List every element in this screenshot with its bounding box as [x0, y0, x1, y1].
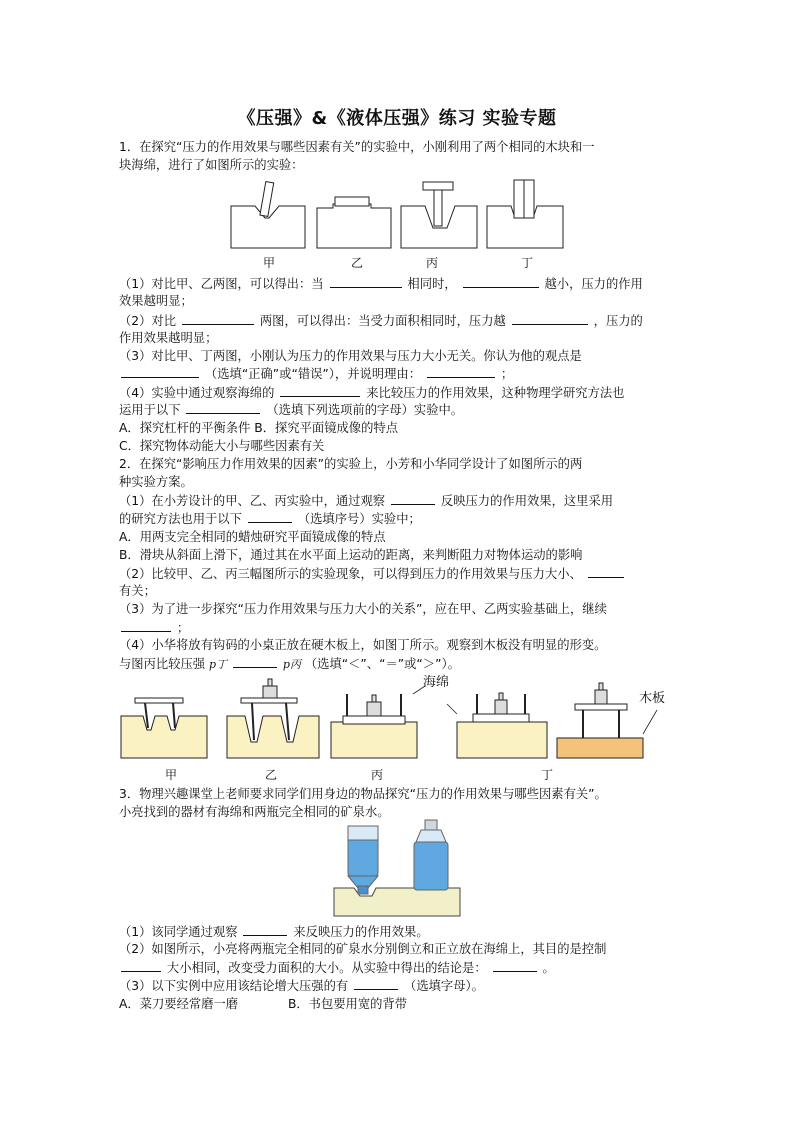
q2-sub4-blank[interactable] [233, 656, 277, 668]
q2-label-yi: 乙 [265, 768, 278, 782]
q3-sub2-text-c: 。 [542, 961, 555, 975]
q1-sub2-blank2[interactable] [512, 313, 588, 325]
q2-intro-line1: 2．在探究“影响压力作用效果的因素”的实验上，小芳和小华同学设计了如图所示的两 [119, 457, 583, 471]
q1-sub4-text-b: 来比较压力的作用效果，这种物理学研究方法也 [366, 386, 625, 400]
q1-sub2-line2: 作用效果越明显； [119, 331, 218, 345]
q3-sub2-line1: （2）如图所示，小亮将两瓶完全相同的矿泉水分别倒立和正立放在海绵上，其目的是控制 [119, 942, 607, 956]
q3-sub2-line2 [119, 960, 679, 976]
q2-p-bing: p丙 [282, 658, 301, 671]
q3-option-b: B．书包要用宽的背带 [287, 997, 408, 1011]
q1-sub4-line1 [119, 385, 679, 401]
q2-p-ding: p丁 [209, 658, 228, 671]
q2-sub2-text-a: （2）比较甲、乙、丙三幅图所示的实验现象，可以得到压力的作用效果与压力大小、 [119, 567, 582, 581]
q1-sub1-text-c: 越小，压力的作用 [544, 277, 643, 291]
q1-sub1-text-b: 相同时， [407, 277, 457, 291]
q2-sub3-line2 [119, 620, 679, 636]
q1-options-ab: A．探究杠杆的平衡条件 B．探究平面镜成像的特点 [119, 421, 398, 435]
q2-sub1-blank1[interactable] [391, 493, 435, 505]
q2-sub4-text-b: 与图丙比较压强 [119, 657, 206, 671]
q1-sub4-text-a: （4）实验中通过观察海绵的 [119, 386, 275, 400]
q3-sub2-blank2[interactable] [493, 960, 537, 972]
q3-sub1-text-b: 来反映压力的作用效果。 [293, 925, 429, 939]
q2-label-ding: 丁 [541, 768, 554, 782]
q2-sponge-label: 海绵 [423, 675, 450, 690]
q3-sub1-text-a: （1）该同学通过观察 [119, 925, 238, 939]
q2-sub4-text-c: （选填“＜”、“＝”或“＞”）。 [304, 657, 460, 671]
q2-sub1-text-c: 的研究方法也用于以下 [119, 512, 242, 526]
q2-label-jia: 甲 [165, 768, 178, 782]
q3-option-a: A．菜刀要经常磨一磨 [119, 997, 239, 1011]
q1-sub3-text-b: （选填“正确”或“错误”），并说明理由： [204, 367, 422, 381]
q3-sub1-blank[interactable] [243, 924, 287, 936]
q1-label-ding: 丁 [521, 256, 534, 270]
q1-label-bing: 丙 [426, 256, 439, 270]
q3-sub1 [119, 924, 679, 940]
q1-sub4-blank1[interactable] [280, 385, 360, 397]
q3-intro-line1: 3．物理兴趣课堂上老师要求同学们用身边的物品探究“压力的作用效果与哪些因素有关”。 [119, 787, 607, 801]
q1-sub4-text-d: （选填下列选项前的字母）实验中。 [266, 403, 464, 417]
q1-intro-line2: 块海绵，进行了如图所示的实验： [119, 158, 304, 172]
q2-intro-line2: 种实验方案。 [119, 475, 193, 489]
q2-option-b: B．滑块从斜面上滑下，通过其在水平面上运动的距离，来判断阻力对物体运动的影响 [119, 548, 583, 562]
q3-intro-line2: 小亮找到的器材有海绵和两瓶完全相同的矿泉水。 [119, 805, 390, 819]
q2-option-a: A．用两支完全相同的蜡烛研究平面镜成像的特点 [119, 530, 386, 544]
q1-sub1-blank1[interactable] [330, 276, 402, 288]
q2-sub3-blank[interactable] [121, 620, 171, 632]
q1-sub2-line1 [119, 313, 679, 329]
q3-sub3-text-b: （选填字母）。 [404, 979, 484, 993]
q1-sub1-line1 [119, 276, 679, 292]
q2-sub4-line2 [119, 656, 679, 672]
q2-figure [117, 672, 687, 764]
q1-sub3-blank1[interactable] [121, 366, 199, 378]
q1-sub2-blank1[interactable] [182, 313, 254, 325]
q1-sub2-text-c: ，压力的 [593, 314, 643, 328]
q1-sub2-text-b: 两图，可以得出：当受力面积相同时，压力越 [259, 314, 506, 328]
q1-fig-bing [401, 182, 477, 248]
q1-sub1-line2: 效果越明显； [119, 294, 193, 308]
q1-option-c: C．探究物体动能大小与哪些因素有关 [119, 439, 325, 453]
q2-sub1-text-d: （选填序号）实验中； [297, 512, 421, 526]
q3-figure [332, 818, 462, 918]
q2-board-label: 木板 [639, 691, 666, 706]
q1-intro-line1: 1．在探究“压力的作用效果与哪些因素有关”的实验中，小刚利用了两个相同的木块和一 [119, 140, 595, 154]
q2-sub2-line2: 有关； [119, 584, 156, 598]
q3-sub2-text-b: 大小相同，改变受力面积的大小。从实验中得出的结论是： [166, 961, 487, 975]
q2-sub2-line1 [119, 566, 679, 582]
q1-sub3-line2 [119, 366, 679, 382]
q1-sub3-text-c: ； [500, 367, 514, 381]
page-title: 《压强》&《液体压强》练习 实验专题 [237, 108, 557, 129]
q2-sub1-text-b: 反映压力的作用效果，这里采用 [440, 494, 614, 508]
q2-fig-jia [121, 698, 207, 758]
q1-sub3-line1: （3）对比甲、丁两图，小刚认为压力的作用效果与压力大小无关。你认为他的观点是 [119, 349, 582, 363]
q1-sub2-text-a: （2）对比 [119, 314, 177, 328]
q1-sub1-blank2[interactable] [463, 276, 539, 288]
q1-sub4-blank2[interactable] [186, 402, 260, 414]
q3-sub3-text-a: （3）以下实例中应用该结论增大压强的有 [119, 979, 349, 993]
q1-sub4-text-c: 运用于以下 [119, 403, 181, 417]
q2-sub1-line2 [119, 511, 679, 527]
q2-sub1-line1 [119, 493, 679, 509]
q2-fig-bing [331, 686, 425, 758]
q2-fig-ding-sponge [447, 693, 547, 758]
q1-figure [225, 178, 570, 270]
q1-fig-ding [487, 180, 563, 248]
q1-fig-yi [317, 197, 391, 248]
q3-sub3-blank[interactable] [354, 978, 398, 990]
q1-label-jia: 甲 [263, 256, 276, 270]
q3-sub3 [119, 978, 679, 994]
q1-sub1-text-a: （1）对比甲、乙两图，可以得出：当 [119, 277, 324, 291]
q2-sub2-blank[interactable] [588, 566, 624, 578]
q1-fig-jia [231, 182, 305, 248]
inverted-bottle [348, 826, 378, 894]
q2-sub3-text-b: ； [176, 621, 190, 635]
q1-label-yi: 乙 [351, 256, 364, 270]
q2-sub1-blank2[interactable] [248, 511, 292, 523]
q2-fig-yi [227, 679, 319, 758]
q2-label-bing: 丙 [371, 768, 384, 782]
upright-bottle [414, 820, 448, 890]
q2-sub1-text-a: （1）在小芳设计的甲、乙、丙实验中，通过观察 [119, 494, 386, 508]
q2-sub4-line1: （4）小华将放有钩码的小桌正放在硬木板上，如图丁所示。观察到木板没有明显的形变。 [119, 638, 607, 652]
q1-sub3-blank2[interactable] [427, 366, 495, 378]
q3-options [119, 997, 679, 1012]
q2-sub3-line1: （3）为了进一步探究“压力作用效果与压力大小的关系”，应在甲、乙两实验基础上，继续 [119, 602, 607, 616]
q1-sub4-line2 [119, 402, 679, 418]
q3-sub2-blank1[interactable] [121, 960, 161, 972]
